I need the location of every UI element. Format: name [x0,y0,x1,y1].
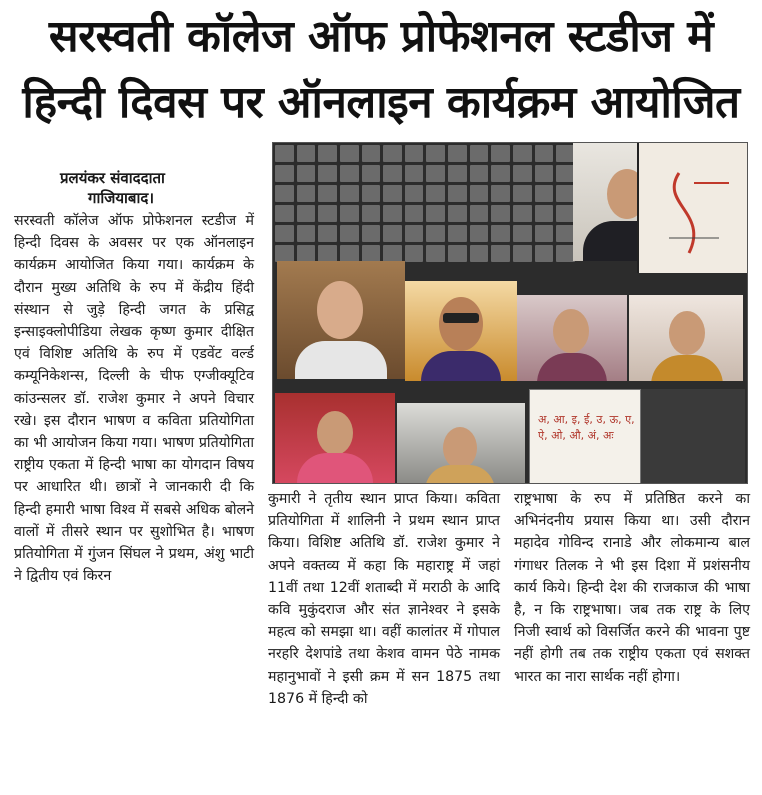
video-tile-hindi-alphabet-board [529,389,641,484]
article-text-col-1: सरस्वती कॉलेज ऑफ प्रोफेशनल स्टडीज में हिन्दी दिवस के अवसर पर एक ऑनलाइन कार्यक्रम आयोजित किया गया। कार्यक्रम के दौरान मुख्य अतिथि के रुप में केंद्रीय हिंदी संस्थान से जुड़े हिन्दी जगत के प्रसिद्व इन्साइक्लोपीडिया लेखक कृष्ण कुमार दीक्षित एवं विशिष्ट अतिथि के रुप में एडवेंट वर्ल्ड कम्यूनिकेशन्स, दिल्ली के चीफ एग्जीक्यूटिव कांउन्सलर डॉ. राजेश कुमार ने अपने विचार रखे। इस दौरान भाषण व कविता प्रतियोगिता का भी आयोजन किया गया। भाषण प्रतियोगिता राष्ट्रीय एकता में हिन्दी भाषा का योगदान विषय पर आधारित थी। छात्रों ने जानकारी दी कि हिन्दी हमारी भाषा विश्व में सबसे अधिक बोलने वालों में तीसरे स्थान पर सुशोभित है। भाषण प्रतियोगिता में गुंजन सिंघल ने प्रथम, अंशु भाटी ने द्वितीय एवं किरन [14,213,254,585]
byline-reporter: प्रलयंकर संवाददाता [60,169,165,187]
headline-line-2: हिन्दी दिवस पर ऑनलाइन कार्यक्रम आयोजित [22,77,740,128]
video-tile-participant-2 [629,295,743,381]
video-tile-participant-4 [397,403,525,483]
article-column-2 [268,488,500,710]
video-tile-guest-glasses [405,281,517,381]
article-text-col-3: राष्ट्रभाषा के रुप में प्रतिष्ठित करने का अभिनंदनीय प्रयास किया था। उसी दौरान महादेव गोविन्द रानाडे और लोकमान्य बाल गंगाधर तिलक ने भी इस दिशा में प्रशंसनीय कार्य किये। हिन्दी देश की राजकाज की भाषा है, न कि राष्ट्रभाषा। जब तक राष्ट्र के लिए निजी स्वार्थ को विसर्जित करने की भावना पुष्ट नहीं होगी तब तक राष्ट्रीय एकता एवं सशक्त भारत का नारा सार्थक नहीं होगा। [514,491,750,685]
article-column-1 [14,210,254,587]
video-tile-participant-3 [275,393,395,483]
video-tile-whiteboard [637,143,748,273]
article-column-3 [514,488,750,688]
video-tile-chief-guest [277,261,405,379]
alphabet-board-text: अ, आ, इ, ई, उ, ऊ, ए, ऐ, ओ, औ, अं, अः [538,413,635,442]
article-text-col-2: कुमारी ने तृतीय स्थान प्राप्त किया। कविता प्रतियोगिता में शालिनी ने प्रथम स्थान प्राप्त किया। विशिष्ट अतिथि डॉ. राजेश कुमार ने अपने वक्तव्य में कहा कि महाराष्ट्र में जहां 11वीं तथा 12वीं शताब्दी में मराठी के आदि कवि मुकुंदराज और संत ज्ञानेश्वर ने इसके महत्व को समझा था। वहीं कालांतर में गोपाल नरहरि देशपांडे तथा केशव वामन पेठे नामक महानुभावों ने इसी क्रम में सन 1875 तथा 1876 में हिन्दी को [268,491,500,707]
video-tile-participant-1 [517,295,627,381]
whiteboard-drawing [639,143,748,273]
participant-grid [275,145,575,255]
online-meeting-photo [272,142,748,484]
byline [60,168,250,208]
participant-strip [641,389,745,483]
byline-location: गाजियाबाद। [88,189,155,207]
headline-line-1: सरस्वती कॉलेज ऑफ प्रोफेशनल स्टडीज में [48,11,714,62]
